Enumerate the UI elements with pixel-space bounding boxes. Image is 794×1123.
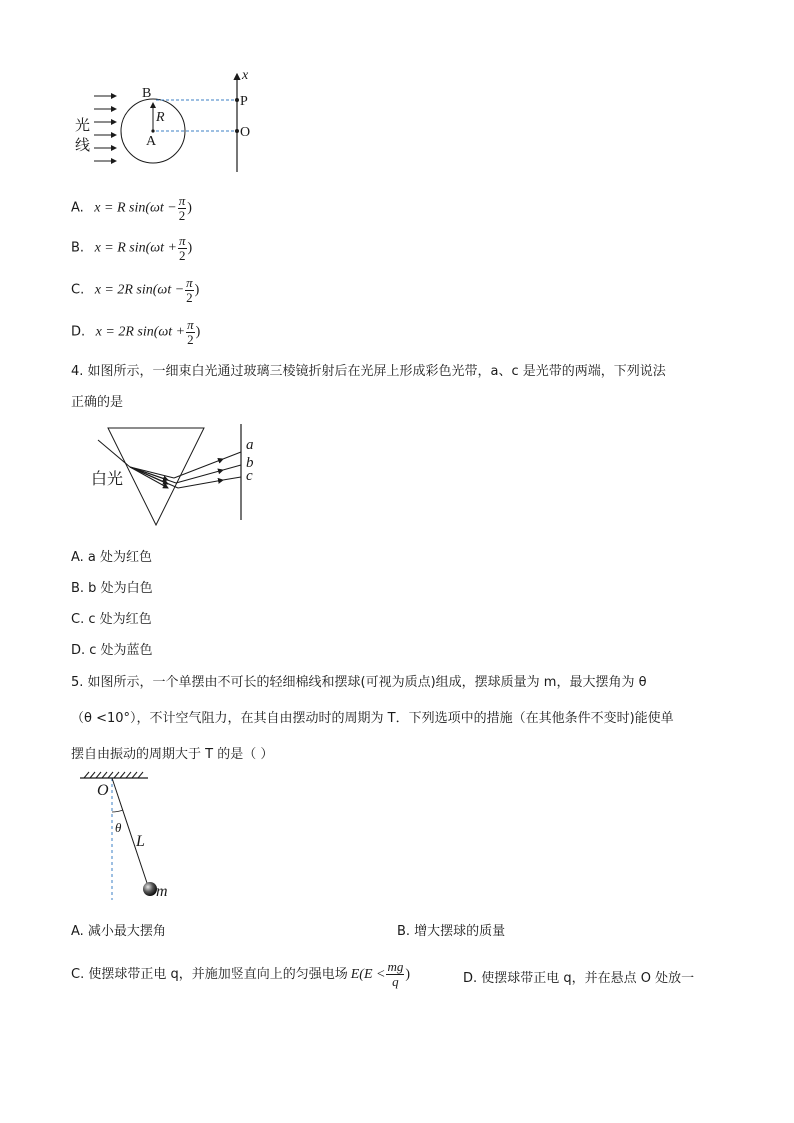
formula-post: ): [195, 324, 201, 340]
q5-stem-line2: （θ <10°），不计空气阻力，在其自由摆动时的周期为 T．下列选项中的措施（在其他条件不变时)能使单: [71, 711, 674, 726]
q3-option-b[interactable]: [71, 234, 192, 263]
q5-option-c[interactable]: [71, 960, 410, 989]
q5-option-d[interactable]: D. 使摆球带正电 q，并在悬点 O 处放一: [463, 971, 695, 986]
point-a-label: A: [146, 134, 157, 149]
fraction-mg-q: $\frac{mg}{q}$: [387, 959, 404, 989]
q5-option-a[interactable]: A. 减小最大摆角: [71, 924, 166, 939]
axis-x-label: x: [242, 68, 249, 83]
point-p-label: P: [240, 94, 248, 109]
length-l-label: L: [136, 833, 145, 850]
q4-option-c[interactable]: C. c 处为红色: [71, 612, 152, 627]
option-c-math-close: ): [405, 967, 411, 982]
prism-label-a: a: [246, 437, 254, 453]
light-label-2: 线: [75, 136, 91, 154]
fraction: $\frac{\pi}{2}$: [187, 317, 194, 347]
option-letter: B.: [71, 240, 85, 256]
formula-post: ): [187, 200, 192, 216]
option-letter: A.: [71, 200, 84, 216]
formula-pre: x = R sin(ωt +: [94, 240, 177, 256]
q4-stem-line2: 正确的是: [71, 395, 124, 410]
point-b-label: B: [142, 86, 152, 101]
q5-stem-line3: 摆自由振动的周期大于 T 的是（ ）: [71, 747, 274, 762]
fraction: $\frac{\pi}{2}$: [186, 275, 193, 305]
formula-pre: x = R sin(ωt −: [94, 200, 177, 216]
prism-label-b: b: [246, 455, 254, 471]
q4-option-d[interactable]: D. c 处为蓝色: [71, 643, 153, 658]
white-light-label: 白光: [91, 469, 124, 488]
pendulum-ball: [143, 882, 157, 896]
q3-option-a[interactable]: [71, 194, 192, 223]
figure-circular-motion: [70, 68, 270, 178]
fraction: $\frac{\pi}{2}$: [178, 193, 186, 223]
q3-option-c[interactable]: [71, 276, 199, 305]
q5-option-b[interactable]: B. 增大摆球的质量: [397, 924, 506, 939]
light-label-1: 光: [75, 116, 91, 134]
q4-stem-line1: 4. 如图所示，一细束白光通过玻璃三棱镜折射后在光屏上形成彩色光带，a、c 是光带的两端，下列说法: [71, 364, 666, 379]
option-letter: C.: [71, 282, 85, 298]
option-c-text: C. 使摆球带正电 q，并施加竖直向上的匀强电场: [71, 967, 348, 982]
q4-option-a[interactable]: A. a 处为红色: [71, 550, 153, 565]
fraction: $\frac{\pi}{2}$: [179, 233, 186, 263]
point-o-label: O: [240, 125, 251, 140]
option-c-math: E(E <: [350, 967, 386, 982]
q5-stem-line1: 5. 如图所示，一个单摆由不可长的轻细棉线和摆球(可视为质点)组成，摆球质量为 m，最大摆角为 θ: [71, 675, 647, 690]
prism-label-c: c: [246, 468, 253, 484]
pivot-o-label: O: [97, 782, 109, 799]
radius-label: R: [156, 110, 165, 125]
mass-m-label: m: [156, 883, 168, 900]
q4-option-b[interactable]: B. b 处为白色: [71, 581, 153, 596]
q3-option-d[interactable]: [71, 318, 200, 347]
formula-pre: x = 2R sin(ωt +: [95, 324, 186, 340]
formula-post: ): [187, 240, 193, 256]
formula-post: ): [194, 282, 200, 298]
formula-pre: x = 2R sin(ωt −: [94, 282, 185, 298]
angle-theta-label: θ: [115, 820, 122, 835]
option-letter: D.: [71, 324, 86, 340]
